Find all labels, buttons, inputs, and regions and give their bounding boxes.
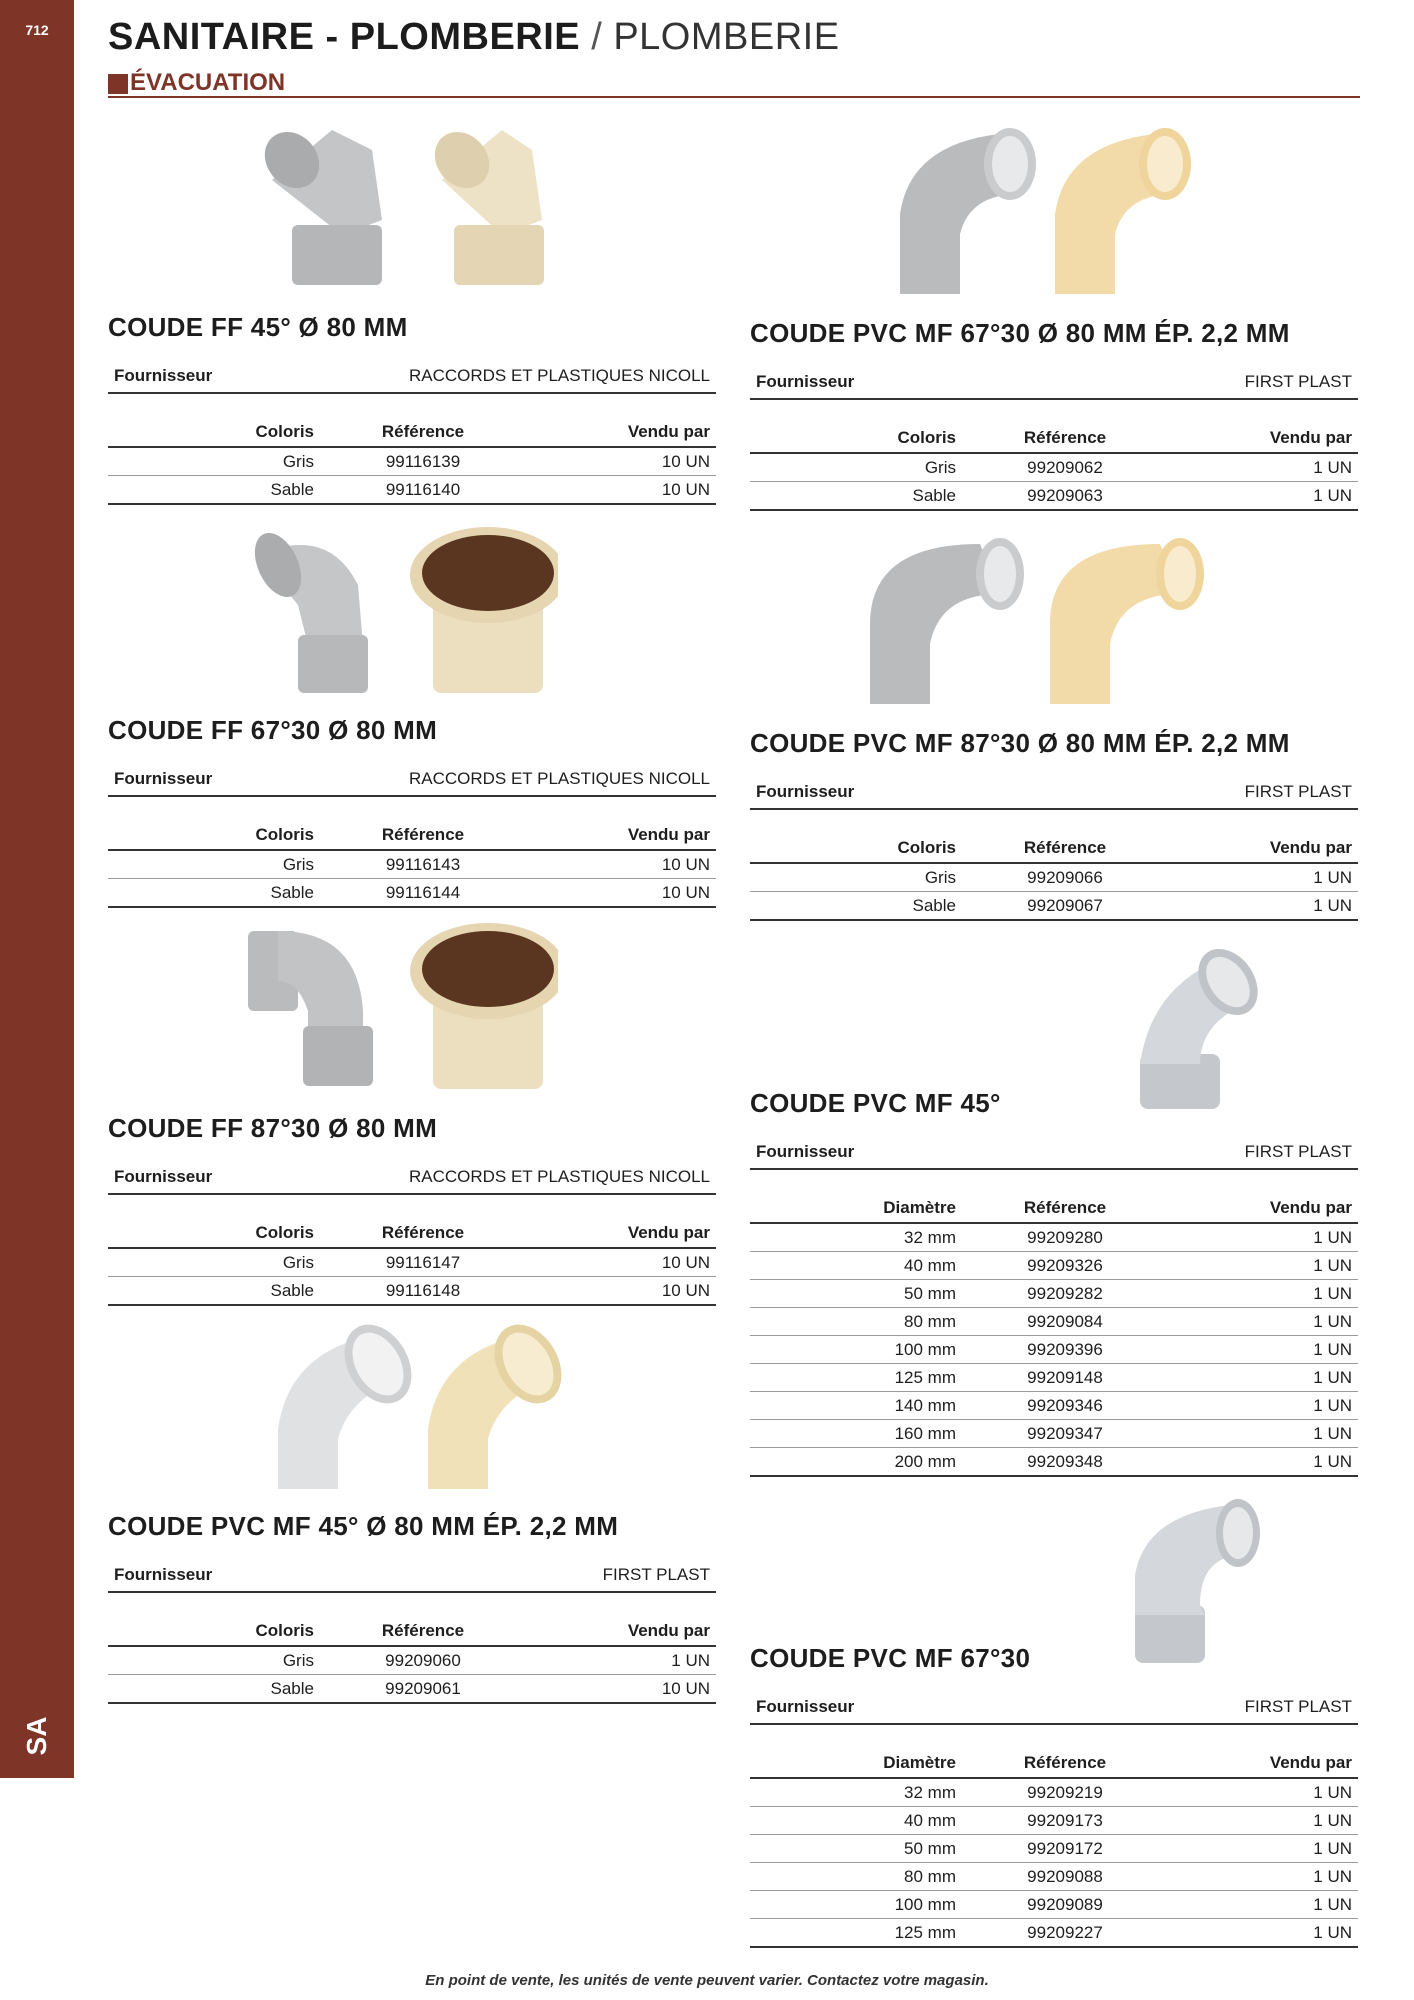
elbow-45-pair-image	[232, 120, 552, 292]
product-images	[108, 913, 716, 1093]
cell-sold-by: 10 UN	[526, 476, 716, 505]
cell-diameter: 32 mm	[750, 1778, 962, 1807]
cell-sold-by: 1 UN	[1168, 482, 1358, 511]
table-row	[108, 1277, 716, 1306]
cell-color: Sable	[108, 1277, 320, 1306]
product-images	[108, 112, 716, 292]
footer-note: En point de vente, les unités de vente peuvent varier. Contactez votre magasin.	[425, 1972, 989, 1989]
cell-sold-by: 1 UN	[1168, 453, 1358, 482]
supplier-label: Fournisseur	[756, 1142, 855, 1161]
sand-elbow-icon	[410, 527, 558, 693]
supplier-row	[750, 1134, 1358, 1170]
subsection-header	[108, 70, 1360, 98]
cell-diameter: 100 mm	[750, 1336, 962, 1364]
elbow-pvc-67-pair-image	[890, 124, 1220, 296]
table-row	[750, 1835, 1358, 1863]
product-images	[108, 1311, 716, 1491]
product-images	[108, 515, 716, 695]
cell-sold-by: 1 UN	[1168, 1364, 1358, 1392]
col-header-color: Coloris	[108, 1209, 320, 1248]
table-row	[750, 1392, 1358, 1420]
cell-reference: 99209347	[962, 1420, 1168, 1448]
supplier-value: FIRST PLAST	[1244, 1697, 1352, 1716]
col-header-color: Coloris	[108, 408, 320, 447]
spec-table	[750, 1739, 1358, 1948]
spec-table	[108, 408, 716, 505]
cell-reference: 99209282	[962, 1280, 1168, 1308]
cell-reference: 99209061	[320, 1675, 526, 1704]
spec-table	[108, 1607, 716, 1704]
product-title: COUDE FF 45° Ø 80 MM	[108, 312, 408, 342]
supplier-row	[750, 1689, 1358, 1725]
cell-reference: 99209173	[962, 1807, 1168, 1835]
col-header-diameter: Diamètre	[750, 1739, 962, 1778]
supplier-row	[750, 364, 1358, 400]
cell-diameter: 160 mm	[750, 1420, 962, 1448]
cell-diameter: 40 mm	[750, 1807, 962, 1835]
table-row	[108, 1675, 716, 1704]
supplier-row	[108, 1159, 716, 1195]
elbow-pvc-45-pair-image	[258, 1319, 578, 1491]
cell-sold-by: 1 UN	[1168, 1448, 1358, 1477]
cell-reference: 99209172	[962, 1835, 1168, 1863]
col-header-sold-by: Vendu par	[526, 408, 716, 447]
table-row	[750, 1807, 1358, 1835]
col-header-reference: Référence	[320, 1209, 526, 1248]
product-title: COUDE PVC MF 67°30	[750, 1643, 1031, 1673]
cell-diameter: 125 mm	[750, 1919, 962, 1948]
cell-sold-by: 1 UN	[1168, 1863, 1358, 1891]
cell-reference: 99209396	[962, 1336, 1168, 1364]
col-header-reference: Référence	[962, 1184, 1168, 1223]
cell-color: Gris	[108, 1646, 320, 1675]
table-row	[750, 1891, 1358, 1919]
supplier-label: Fournisseur	[114, 1167, 213, 1186]
cell-sold-by: 1 UN	[1168, 1778, 1358, 1807]
supplier-value: RACCORDS ET PLASTIQUES NICOLL	[408, 366, 710, 385]
cell-sold-by: 1 UN	[1168, 1807, 1358, 1835]
cell-reference: 99209326	[962, 1252, 1168, 1280]
supplier-label: Fournisseur	[756, 1697, 855, 1716]
sand-elbow-icon	[428, 1319, 575, 1489]
table-row	[750, 1252, 1358, 1280]
cell-sold-by: 1 UN	[526, 1646, 716, 1675]
cell-diameter: 200 mm	[750, 1448, 962, 1477]
supplier-label: Fournisseur	[114, 769, 213, 788]
supplier-label: Fournisseur	[114, 1565, 213, 1584]
supplier-value: FIRST PLAST	[1244, 782, 1352, 801]
product-title: COUDE FF 67°30 Ø 80 MM	[108, 715, 438, 745]
cell-diameter: 100 mm	[750, 1891, 962, 1919]
section-tag: SA	[21, 1716, 52, 1756]
cell-sold-by: 10 UN	[526, 1248, 716, 1277]
cell-reference: 99116147	[320, 1248, 526, 1277]
cell-diameter: 125 mm	[750, 1364, 962, 1392]
cell-sold-by: 1 UN	[1168, 1919, 1358, 1948]
col-header-sold-by: Vendu par	[1168, 824, 1358, 863]
cell-reference: 99209062	[962, 453, 1168, 482]
col-header-reference: Référence	[962, 1739, 1168, 1778]
cell-reference: 99209348	[962, 1448, 1168, 1477]
elbow-pvc-45-single-image	[1120, 944, 1270, 1114]
cell-sold-by: 1 UN	[1168, 1891, 1358, 1919]
col-header-reference: Référence	[962, 414, 1168, 453]
cell-reference: 99209148	[962, 1364, 1168, 1392]
sand-elbow-icon	[1055, 128, 1191, 294]
product-images	[750, 888, 1358, 1068]
col-header-sold-by: Vendu par	[1168, 414, 1358, 453]
cell-diameter: 40 mm	[750, 1252, 962, 1280]
cell-sold-by: 10 UN	[526, 1277, 716, 1306]
supplier-row	[108, 358, 716, 394]
page-title-main: SANITAIRE - PLOMBERIE	[108, 16, 581, 58]
cell-color: Sable	[108, 476, 320, 505]
spec-table	[108, 811, 716, 908]
product-title: COUDE PVC MF 87°30 Ø 80 MM ÉP. 2,2 MM	[750, 728, 1290, 758]
cell-color: Sable	[750, 482, 962, 511]
page-title-sub: PLOMBERIE	[613, 16, 840, 58]
cell-reference: 99116148	[320, 1277, 526, 1306]
table-row	[750, 1863, 1358, 1891]
product-images	[750, 528, 1358, 708]
product-title: COUDE PVC MF 67°30 Ø 80 MM ÉP. 2,2 MM	[750, 318, 1290, 348]
supplier-row	[750, 774, 1358, 810]
table-row	[750, 1280, 1358, 1308]
table-row	[750, 1778, 1358, 1807]
grey-elbow-icon	[278, 1319, 425, 1489]
cell-reference: 99209067	[962, 892, 1168, 921]
cell-reference: 99209063	[962, 482, 1168, 511]
grey-elbow-icon	[254, 121, 382, 285]
cell-sold-by: 1 UN	[1168, 892, 1358, 921]
cell-diameter: 140 mm	[750, 1392, 962, 1420]
cell-color: Gris	[108, 447, 320, 476]
grey-elbow-icon	[1140, 944, 1270, 1109]
table-row	[108, 1646, 716, 1675]
table-row	[750, 1223, 1358, 1252]
cell-sold-by: 10 UN	[526, 879, 716, 908]
product-images	[750, 1443, 1358, 1623]
cell-reference: 99209280	[962, 1223, 1168, 1252]
cell-sold-by: 1 UN	[1168, 1252, 1358, 1280]
elbow-pvc-67-single-image	[1120, 1495, 1270, 1665]
cell-color: Gris	[108, 850, 320, 879]
cell-diameter: 80 mm	[750, 1308, 962, 1336]
supplier-value: FIRST PLAST	[602, 1565, 710, 1584]
page-number: 712	[25, 22, 49, 38]
cell-sold-by: 1 UN	[1168, 863, 1358, 892]
grey-elbow-icon	[900, 128, 1036, 294]
product-images	[750, 118, 1358, 298]
supplier-label: Fournisseur	[756, 782, 855, 801]
cell-reference: 99116140	[320, 476, 526, 505]
page-title	[108, 16, 840, 59]
spec-table	[750, 1184, 1358, 1477]
page-title-separator: /	[580, 16, 614, 58]
subsection-marker	[108, 74, 128, 94]
spec-table	[108, 1209, 716, 1306]
table-row	[108, 850, 716, 879]
supplier-value: FIRST PLAST	[1244, 372, 1352, 391]
cell-diameter: 50 mm	[750, 1835, 962, 1863]
cell-reference: 99209084	[962, 1308, 1168, 1336]
supplier-value: RACCORDS ET PLASTIQUES NICOLL	[408, 769, 710, 788]
grey-elbow-icon	[1135, 1499, 1260, 1663]
col-header-color: Coloris	[108, 1607, 320, 1646]
cell-color: Sable	[108, 879, 320, 908]
cell-sold-by: 10 UN	[526, 850, 716, 879]
col-header-sold-by: Vendu par	[526, 811, 716, 850]
col-header-reference: Référence	[320, 408, 526, 447]
cell-color: Gris	[108, 1248, 320, 1277]
cell-sold-by: 1 UN	[1168, 1392, 1358, 1420]
cell-color: Gris	[750, 453, 962, 482]
supplier-row	[108, 761, 716, 797]
col-header-sold-by: Vendu par	[1168, 1184, 1358, 1223]
cell-color: Sable	[108, 1675, 320, 1704]
cell-sold-by: 1 UN	[1168, 1223, 1358, 1252]
grey-elbow-icon	[248, 931, 373, 1086]
supplier-label: Fournisseur	[114, 366, 213, 385]
cell-color: Sable	[750, 892, 962, 921]
col-header-sold-by: Vendu par	[1168, 1739, 1358, 1778]
cell-sold-by: 1 UN	[1168, 1308, 1358, 1336]
cell-reference: 99209060	[320, 1646, 526, 1675]
cell-sold-by: 1 UN	[1168, 1336, 1358, 1364]
cell-reference: 99209088	[962, 1863, 1168, 1891]
cell-reference: 99209346	[962, 1392, 1168, 1420]
cell-sold-by: 1 UN	[1168, 1420, 1358, 1448]
col-header-reference: Référence	[320, 1607, 526, 1646]
sand-elbow-icon	[424, 121, 544, 285]
col-header-color: Coloris	[750, 824, 962, 863]
supplier-value: RACCORDS ET PLASTIQUES NICOLL	[408, 1167, 710, 1186]
sidebar-band	[0, 0, 74, 1778]
col-header-color: Coloris	[108, 811, 320, 850]
col-header-reference: Référence	[962, 824, 1168, 863]
supplier-label: Fournisseur	[756, 372, 855, 391]
cell-color: Gris	[750, 863, 962, 892]
table-row	[750, 1336, 1358, 1364]
table-row	[750, 1364, 1358, 1392]
cell-reference: 99209219	[962, 1778, 1168, 1807]
cell-reference: 99209227	[962, 1919, 1168, 1948]
cell-sold-by: 10 UN	[526, 447, 716, 476]
table-row	[108, 1248, 716, 1277]
sand-elbow-icon	[1050, 538, 1204, 704]
cell-reference: 99209089	[962, 1891, 1168, 1919]
supplier-value: FIRST PLAST	[1244, 1142, 1352, 1161]
cell-diameter: 32 mm	[750, 1223, 962, 1252]
table-row	[108, 476, 716, 505]
table-row	[108, 879, 716, 908]
table-row	[750, 453, 1358, 482]
cell-sold-by: 1 UN	[1168, 1835, 1358, 1863]
elbow-pvc-87-pair-image	[860, 534, 1220, 706]
col-header-diameter: Diamètre	[750, 1184, 962, 1223]
grey-elbow-icon	[246, 526, 368, 693]
subsection-label: ÉVACUATION	[130, 69, 286, 96]
col-header-color: Coloris	[750, 414, 962, 453]
spec-table	[750, 414, 1358, 511]
cell-reference: 99116139	[320, 447, 526, 476]
cell-diameter: 50 mm	[750, 1280, 962, 1308]
cell-sold-by: 1 UN	[1168, 1280, 1358, 1308]
table-row	[108, 447, 716, 476]
cell-sold-by: 10 UN	[526, 1675, 716, 1704]
table-row	[750, 1308, 1358, 1336]
cell-reference: 99209066	[962, 863, 1168, 892]
grey-elbow-icon	[870, 538, 1024, 704]
supplier-row	[108, 1557, 716, 1593]
elbow-67-pair-image	[238, 525, 558, 697]
table-row	[750, 482, 1358, 511]
table-row	[750, 1919, 1358, 1948]
product-title: COUDE PVC MF 45° Ø 80 MM ÉP. 2,2 MM	[108, 1511, 619, 1541]
col-header-reference: Référence	[320, 811, 526, 850]
product-title: COUDE PVC MF 45°	[750, 1088, 1001, 1118]
col-header-sold-by: Vendu par	[526, 1209, 716, 1248]
elbow-87-pair-image	[238, 921, 558, 1093]
cell-reference: 99116144	[320, 879, 526, 908]
col-header-sold-by: Vendu par	[526, 1607, 716, 1646]
sand-elbow-icon	[410, 923, 558, 1089]
product-title: COUDE FF 87°30 Ø 80 MM	[108, 1113, 438, 1143]
cell-reference: 99116143	[320, 850, 526, 879]
cell-diameter: 80 mm	[750, 1863, 962, 1891]
